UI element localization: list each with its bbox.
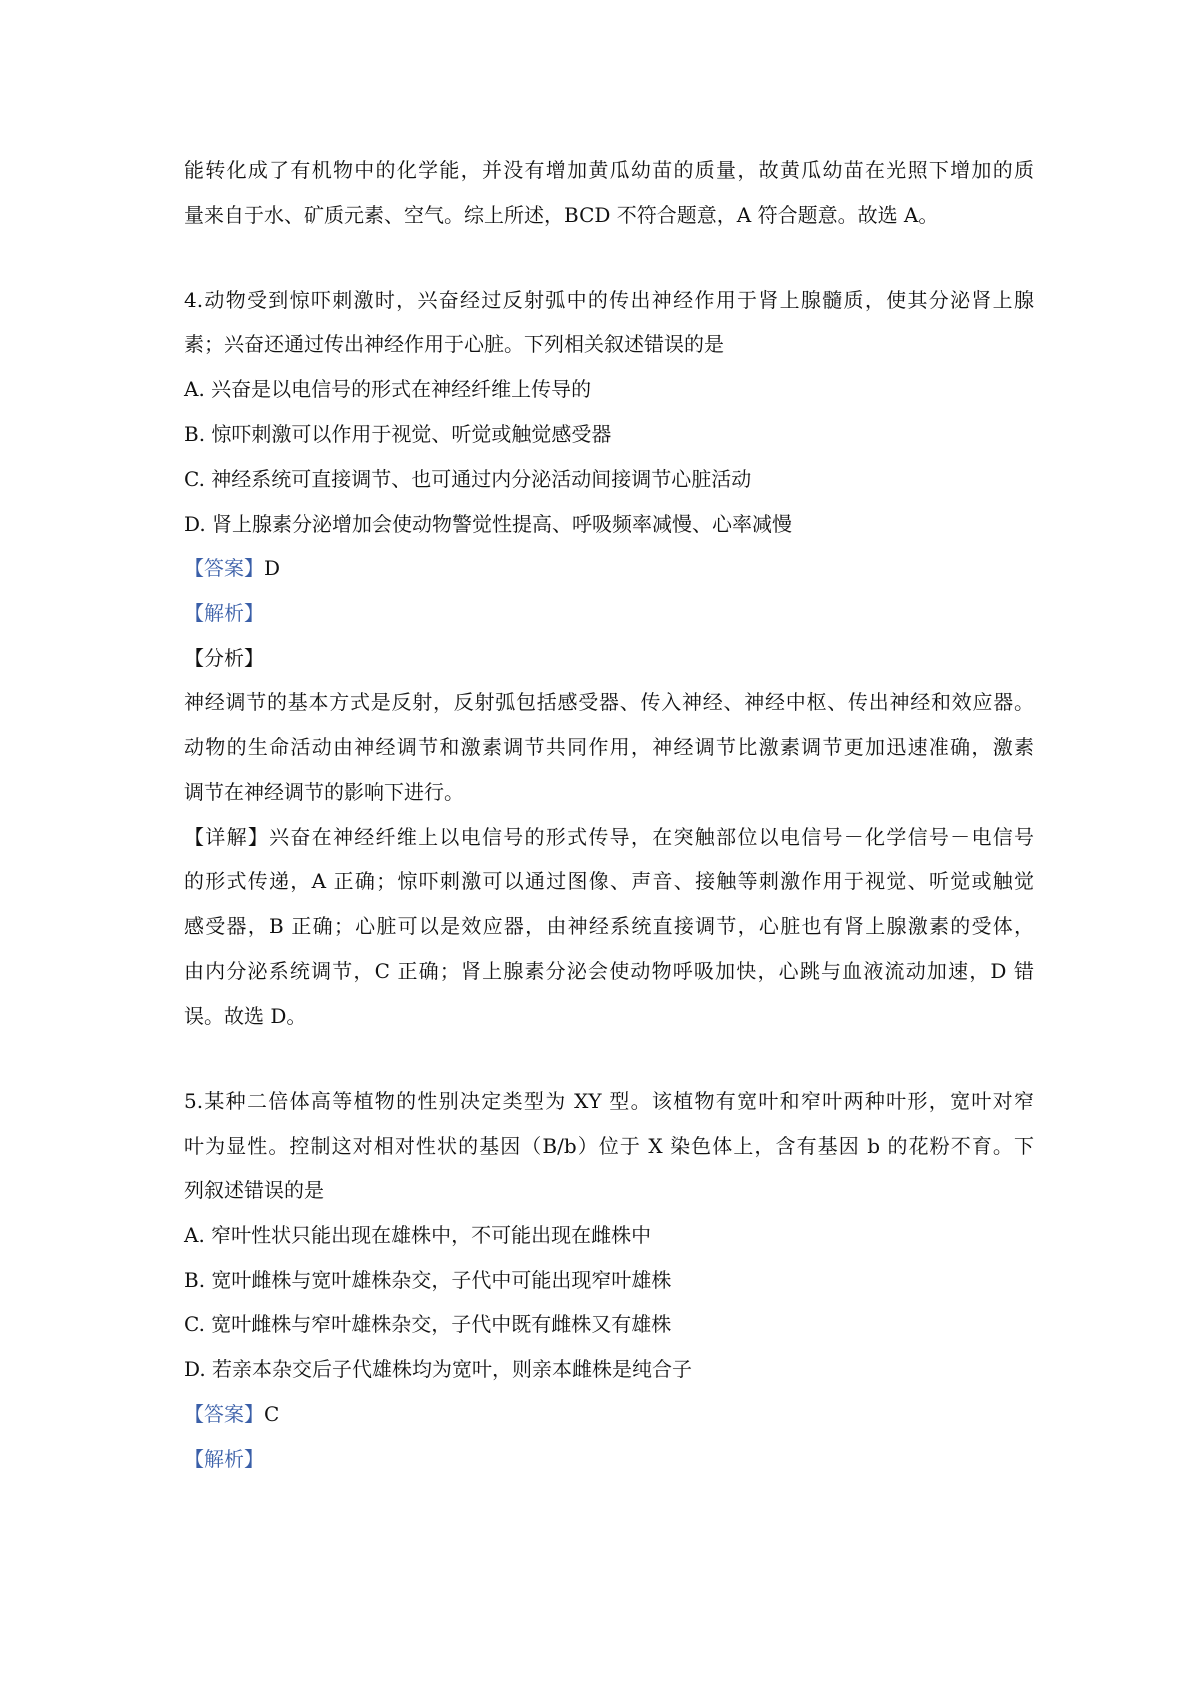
- q5-option-c: C. 宽叶雌株与窄叶雄株杂交，子代中既有雌株又有雄株: [184, 1312, 672, 1336]
- q5-answer-tag: 【答案】: [184, 1402, 264, 1426]
- q4-option-d: D. 肾上腺素分泌增加会使动物警觉性提高、呼吸频率减慢、心率减慢: [184, 512, 793, 536]
- q5-stem-line-1: 5.某种二倍体高等植物的性别决定类型为 XY 型。该植物有宽叶和窄叶两种叶形，宽叶对窄: [184, 1089, 1034, 1113]
- q3-text-line-1: 能转化成了有机物中的化学能，并没有增加黄瓜幼苗的质量，故黄瓜幼苗在光照下增加的质: [184, 158, 1034, 182]
- q5-stem-line-3: 列叙述错误的是: [184, 1178, 324, 1202]
- q4-detail-first-text: 兴奋在神经纤维上以电信号的形式传导，在突触部位以电信号－化学信号－电信号: [269, 825, 1035, 849]
- q4-answer-value: D: [264, 556, 281, 580]
- q4-fenxi-tag: 【分析】: [184, 646, 264, 670]
- q4-detail-line-1: [184, 822, 1034, 852]
- q4-option-c: C. 神经系统可直接调节、也可通过内分泌活动间接调节心脏活动: [184, 467, 752, 491]
- q4-fenxi-line-1: 神经调节的基本方式是反射，反射弧包括感受器、传入神经、神经中枢、传出神经和效应器。: [184, 690, 1034, 714]
- q4-detail-line-5: 误。故选 D。: [184, 1004, 307, 1028]
- q5-stem-line-2: 叶为显性。控制这对相对性状的基因（B/b）位于 X 染色体上，含有基因 b 的花粉不育。下: [184, 1134, 1034, 1158]
- q4-stem-line-2: 素；兴奋还通过传出神经作用于心脏。下列相关叙述错误的是: [184, 332, 724, 356]
- q4-detail-line-3: 感受器，B 正确；心脏可以是效应器，由神经系统直接调节，心脏也有肾上腺激素的受体，: [184, 914, 1034, 938]
- q4-detail-line-2: 的形式传递，A 正确；惊吓刺激可以通过图像、声音、接触等刺激作用于视觉、听觉或触觉: [184, 869, 1034, 893]
- q4-option-a: A. 兴奋是以电信号的形式在神经纤维上传导的: [184, 377, 592, 401]
- q5-answer-value: C: [264, 1402, 280, 1426]
- q4-answer-line: [184, 553, 1034, 583]
- q3-text-line-2: 量来自于水、矿质元素、空气。综上所述，BCD 不符合题意，A 符合题意。故选 A。: [184, 203, 939, 227]
- q5-option-d: D. 若亲本杂交后子代雄株均为宽叶，则亲本雌株是纯合子: [184, 1357, 693, 1381]
- q4-answer-tag: 【答案】: [184, 556, 264, 580]
- q4-option-b: B. 惊吓刺激可以作用于视觉、听觉或触觉感受器: [184, 422, 612, 446]
- q5-analysis-tag: 【解析】: [184, 1447, 264, 1471]
- q5-option-b: B. 宽叶雌株与宽叶雄株杂交，子代中可能出现窄叶雄株: [184, 1268, 672, 1292]
- q4-detail-tag: 【详解】: [184, 825, 270, 849]
- q5-answer-line: [184, 1399, 1034, 1429]
- q4-fenxi-line-2: 动物的生命活动由神经调节和激素调节共同作用，神经调节比激素调节更加迅速准确，激素: [184, 735, 1034, 759]
- q4-stem-line-1: 4.动物受到惊吓刺激时，兴奋经过反射弧中的传出神经作用于肾上腺髓质，使其分泌肾上腺: [184, 288, 1034, 312]
- q4-analysis-tag: 【解析】: [184, 601, 264, 625]
- q4-detail-line-4: 由内分泌系统调节，C 正确；肾上腺素分泌会使动物呼吸加快，心跳与血液流动加速，D 错: [184, 959, 1034, 983]
- q4-fenxi-line-3: 调节在神经调节的影响下进行。: [184, 780, 464, 804]
- q5-option-a: A. 窄叶性状只能出现在雄株中，不可能出现在雌株中: [184, 1223, 652, 1247]
